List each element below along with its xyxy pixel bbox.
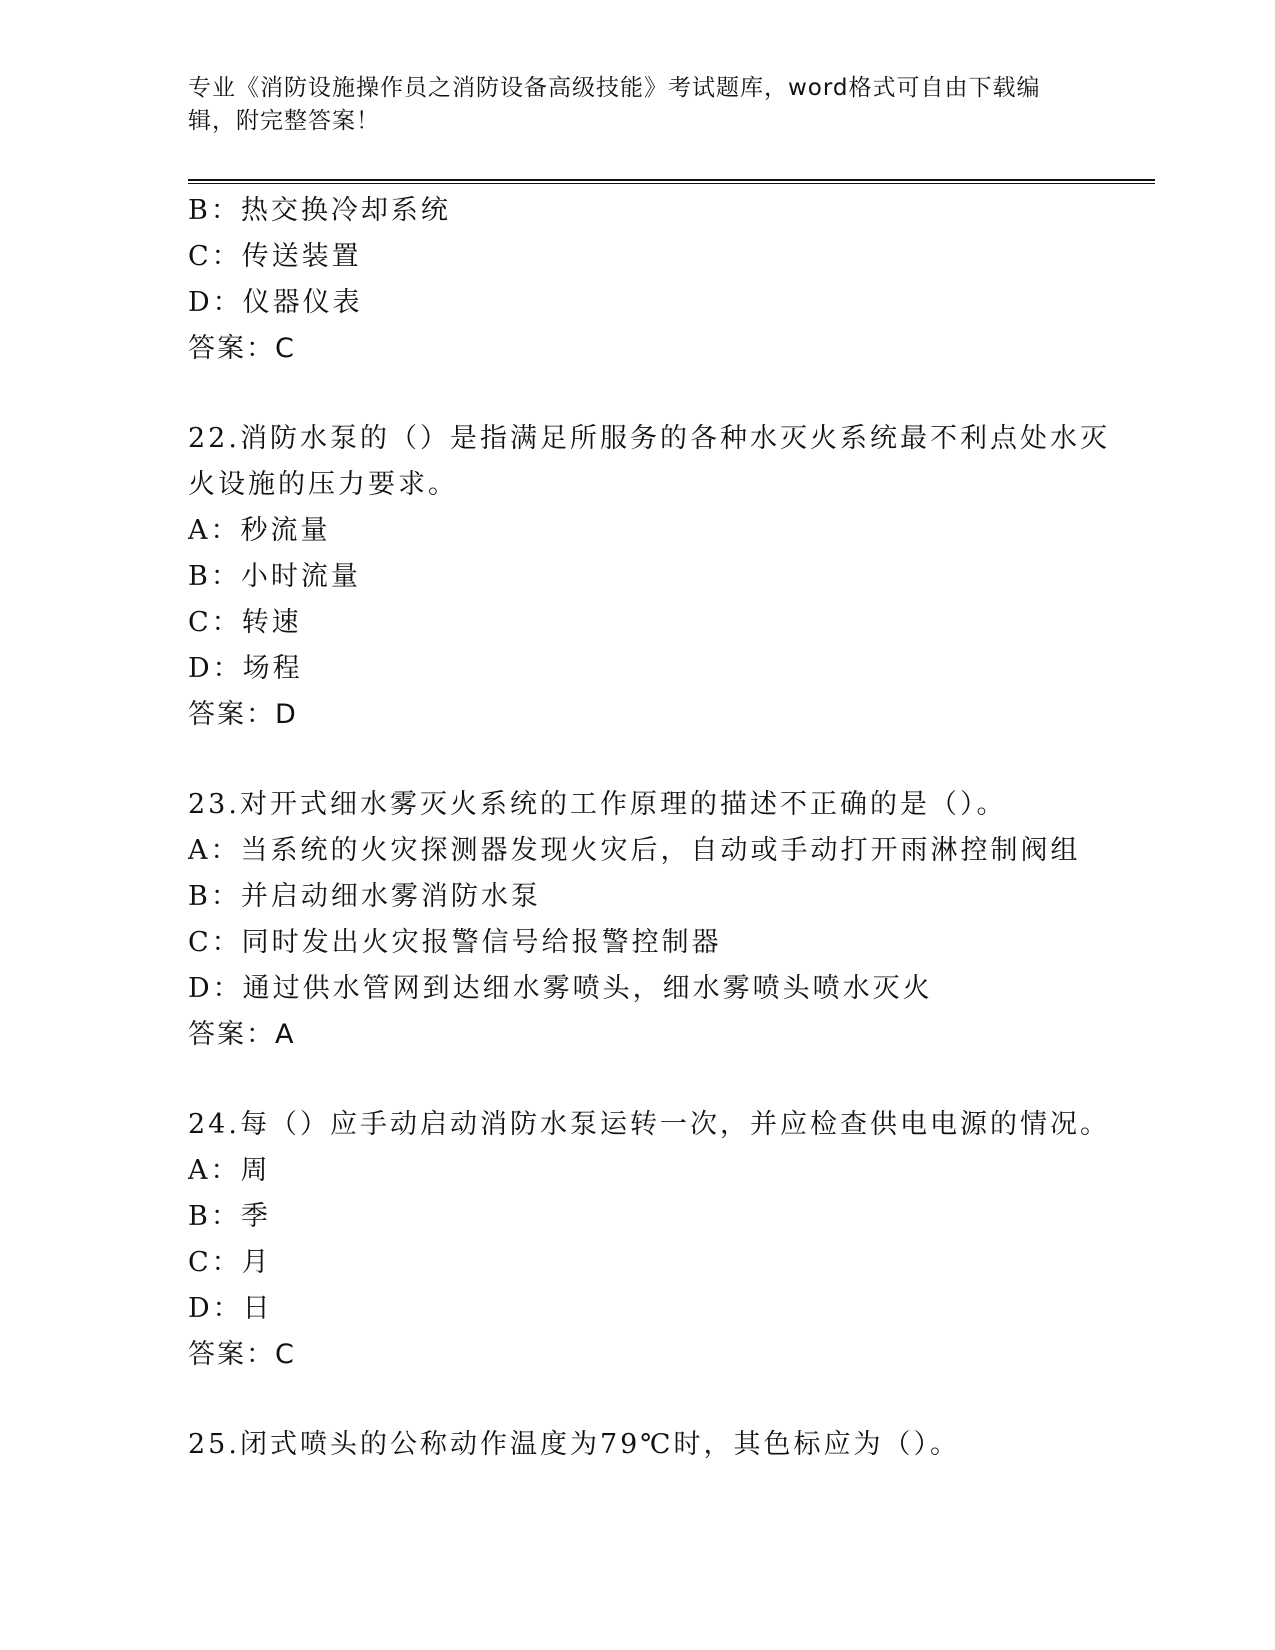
header-divider-thick bbox=[188, 179, 1155, 181]
partial-question bbox=[188, 188, 1088, 372]
option-d: D：日 bbox=[188, 1293, 273, 1324]
option-b: B：并启动细水雾消防水泵 bbox=[188, 881, 541, 912]
answer-line: 答案：C bbox=[188, 333, 296, 364]
option-a: A：当系统的火灾探测器发现火灾后，自动或手动打开雨淋控制阀组 bbox=[188, 835, 1081, 866]
option-a: A：秒流量 bbox=[188, 515, 331, 546]
question-23 bbox=[188, 782, 1088, 1058]
document-header: 专业《消防设施操作员之消防设备高级技能》考试题库，word格式可自由下载编辑，附完整答案！ bbox=[188, 75, 1041, 134]
question-stem: 24.每（）应手动启动消防水泵运转一次，并应检查供电电源的情况。 bbox=[188, 1109, 1110, 1140]
question-stem: 22.消防水泵的（）是指满足所服务的各种水灭火系统最不利点处水灭 bbox=[188, 423, 1110, 454]
option-a: A：周 bbox=[188, 1155, 271, 1186]
question-24 bbox=[188, 1102, 1110, 1378]
answer-line: 答案：D bbox=[188, 699, 298, 730]
header-divider-thin bbox=[188, 183, 1155, 184]
question-22 bbox=[188, 416, 1110, 738]
question-stem: 23.对开式细水雾灭火系统的工作原理的描述不正确的是（）。 bbox=[188, 789, 1007, 820]
option-b: B：小时流量 bbox=[188, 561, 361, 592]
option-b: B：季 bbox=[188, 1201, 271, 1232]
question-list bbox=[188, 188, 1110, 1468]
option-d: D：场程 bbox=[188, 653, 303, 684]
answer-line: 答案：A bbox=[188, 1019, 296, 1050]
option-c: C：同时发出火灾报警信号给报警控制器 bbox=[188, 927, 722, 958]
question-25 bbox=[188, 1422, 1088, 1468]
option-d: D：仪器仪表 bbox=[188, 287, 363, 318]
question-stem: 25.闭式喷头的公称动作温度为79℃时，其色标应为（）。 bbox=[188, 1429, 960, 1460]
question-stem-cont: 火设施的压力要求。 bbox=[188, 469, 458, 500]
option-c: C：传送装置 bbox=[188, 241, 362, 272]
option-b: B：热交换冷却系统 bbox=[188, 195, 451, 226]
option-c: C：转速 bbox=[188, 607, 302, 638]
option-c: C：月 bbox=[188, 1247, 272, 1278]
option-d: D：通过供水管网到达细水雾喷头，细水雾喷头喷水灭火 bbox=[188, 973, 933, 1004]
answer-line: 答案：C bbox=[188, 1339, 296, 1370]
